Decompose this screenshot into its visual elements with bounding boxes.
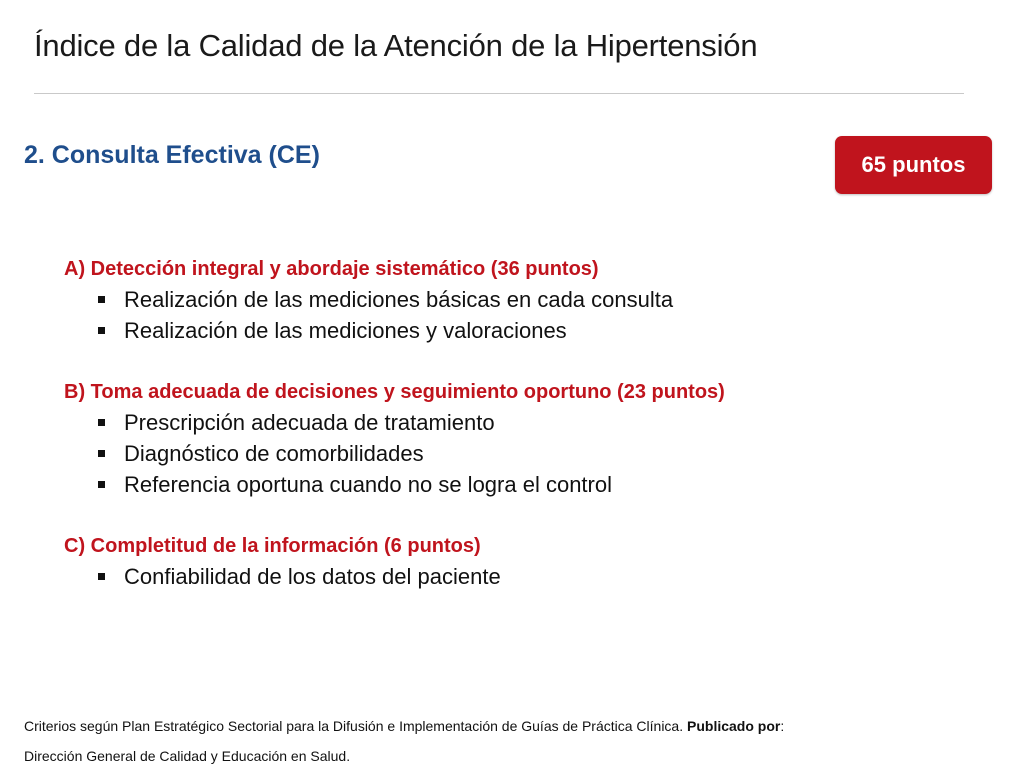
bullet-item	[64, 438, 984, 469]
square-bullet-icon	[98, 450, 105, 457]
bullet-text: Confiabilidad de los datos del paciente	[124, 564, 501, 589]
points-badge: 65 puntos	[835, 136, 992, 194]
footer-colon: :	[780, 718, 785, 734]
bullet-text: Referencia oportuna cuando no se logra el control	[124, 472, 612, 497]
footer-bold-text: Publicado por	[687, 718, 781, 734]
footer-line-2: Dirección General de Calidad y Educación en Salud.	[24, 748, 351, 764]
square-bullet-icon	[98, 481, 105, 488]
bullet-text: Prescripción adecuada de tratamiento	[124, 410, 495, 435]
title-divider	[34, 93, 964, 94]
bullet-list	[64, 561, 984, 592]
block-heading: B) Toma adecuada de decisiones y seguimiento oportuno (23 puntos)	[64, 381, 725, 403]
footer-text: Criterios según Plan Estratégico Sectorial para la Difusión e Implementación de Guías de Práctica Clínica.	[24, 718, 687, 734]
bullet-item	[64, 561, 984, 592]
bullet-item	[64, 315, 984, 346]
footer-line-1	[24, 711, 1004, 741]
block-heading: A) Detección integral y abordaje sistemático (36 puntos)	[64, 258, 599, 280]
section-heading: 2. Consulta Efectiva (CE)	[24, 141, 320, 169]
bullet-list	[64, 407, 984, 500]
bullet-text: Realización de las mediciones y valoraciones	[124, 318, 567, 343]
block-heading: C) Completitud de la información (6 puntos)	[64, 535, 481, 557]
square-bullet-icon	[98, 296, 105, 303]
bullet-item	[64, 284, 984, 315]
footer-note	[24, 711, 1004, 771]
slide-title: Índice de la Calidad de la Atención de la Hipertensión	[34, 28, 758, 63]
bullet-text: Diagnóstico de comorbilidades	[124, 441, 424, 466]
bullet-item	[64, 469, 984, 500]
bullet-item	[64, 407, 984, 438]
square-bullet-icon	[98, 327, 105, 334]
content-area	[64, 254, 984, 623]
bullet-text: Realización de las mediciones básicas en cada consulta	[124, 287, 674, 312]
square-bullet-icon	[98, 419, 105, 426]
bullet-list	[64, 284, 984, 346]
criteria-block-a	[64, 254, 984, 346]
criteria-block-b	[64, 377, 984, 500]
criteria-block-c	[64, 531, 984, 592]
square-bullet-icon	[98, 573, 105, 580]
